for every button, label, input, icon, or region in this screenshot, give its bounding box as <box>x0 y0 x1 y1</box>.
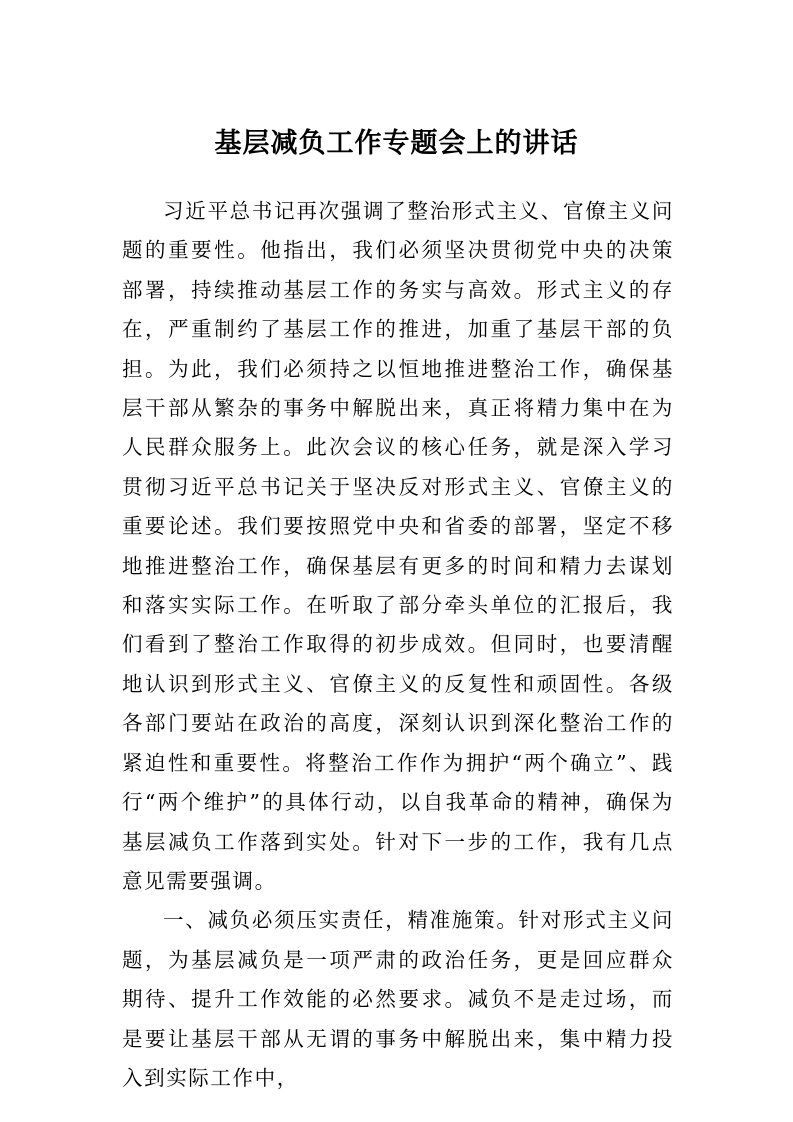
paragraph-2: 一、减负必须压实责任，精准施策。针对形式主义问题，为基层减负是一项严肃的政治任务，更是回应群众期待、提升工作效能的必然要求。减负不是走过场，而是要让基层干部从无谓的事务中解脱出来，集中精力投入到实际工作中， <box>122 908 674 1090</box>
paragraph-1: 习近平总书记再次强调了整治形式主义、官僚主义问题的重要性。他指出，我们必须坚决贯彻党中央的决策部署，持续推动基层工作的务实与高效。形式主义的存在，严重制约了基层工作的推进，加重了基层干部的负担。为此，我们必须持之以恒地推进整治工作，确保基层干部从繁杂的事务中解脱出来，真正将精力集中在为人民群众服务上。此次会议的核心任务，就是深入学习贯彻习近平总书记关于坚决反对形式主义、官僚主义的重要论述。我们要按照党中央和省委的部署，坚定不移地推进整治工作，确保基层有更多的时间和精力去谋划和落实实际工作。在听取了部分牵头单位的汇报后，我们看到了整治工作取得的初步成效。但同时，也要清醒地认识到形式主义、官僚主义的反复性和顽固性。各级各部门要站在政治的高度，深刻认识到深化整治工作的紧迫性和重要性。将整治工作作为拥护“两个确立”、践行“两个维护”的具体行动，以自我革命的精神，确保为基层减负工作落到实处。针对下一步的工作，我有几点意见需要强调。 <box>122 199 674 893</box>
document-body <box>122 192 674 1098</box>
document-title: 基层减负工作专题会上的讲话 <box>214 128 579 159</box>
